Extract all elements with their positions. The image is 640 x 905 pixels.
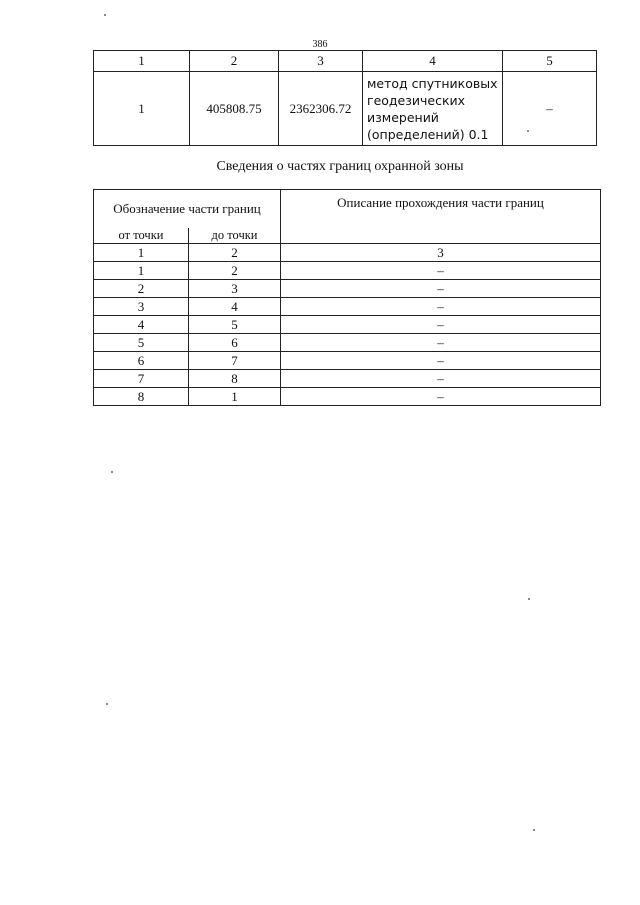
to-point-cell: 7 — [189, 352, 281, 370]
to-point-cell: 4 — [189, 298, 281, 316]
scan-speck — [104, 14, 106, 16]
to-point-cell: 5 — [189, 316, 281, 334]
coordinates-header-row — [94, 51, 597, 72]
boundary-part-row — [94, 334, 601, 352]
to-point-cell: 2 — [189, 244, 281, 262]
from-point-cell: 3 — [94, 298, 189, 316]
boundary-part-row — [94, 244, 601, 262]
description-cell: – — [503, 72, 597, 146]
description-cell: – — [281, 298, 601, 316]
from-point-header: от точки — [94, 228, 189, 244]
scan-speck — [106, 703, 108, 705]
method-cell: метод спутниковых геодезических измерений (определений) 0.1 — [363, 72, 503, 146]
from-point-cell: 8 — [94, 388, 189, 406]
x-coordinate-cell: 405808.75 — [190, 72, 279, 146]
coordinates-data-row — [94, 72, 597, 146]
section-title: Сведения о частях границ охранной зоны — [216, 159, 464, 174]
from-point-cell: 2 — [94, 280, 189, 298]
boundary-part-row — [94, 298, 601, 316]
to-point-cell: 6 — [189, 334, 281, 352]
from-point-cell: 6 — [94, 352, 189, 370]
to-point-cell: 1 — [189, 388, 281, 406]
boundary-parts-header: Обозначение части границ — [94, 190, 281, 229]
point-number-cell: 1 — [94, 72, 190, 146]
from-point-cell: 4 — [94, 316, 189, 334]
scan-speck — [111, 471, 113, 473]
description-cell: – — [281, 352, 601, 370]
coordinates-header-cell: 4 — [363, 51, 503, 72]
description-cell: – — [281, 370, 601, 388]
scan-speck — [527, 130, 529, 132]
boundary-part-row — [94, 388, 601, 406]
description-cell: 3 — [281, 244, 601, 262]
y-coordinate-cell: 2362306.72 — [279, 72, 363, 146]
boundary-part-row — [94, 262, 601, 280]
coordinates-header-cell: 1 — [94, 51, 190, 72]
boundary-description-header: Описание прохождения части границ — [281, 190, 601, 244]
coordinates-header-cell: 5 — [503, 51, 597, 72]
description-cell: – — [281, 280, 601, 298]
scan-speck — [533, 829, 535, 831]
page-number: 386 — [312, 39, 328, 50]
to-point-cell: 3 — [189, 280, 281, 298]
boundary-header-row — [94, 190, 601, 229]
description-cell: – — [281, 388, 601, 406]
to-point-cell: 8 — [189, 370, 281, 388]
coordinates-table — [93, 50, 597, 146]
boundary-parts-table — [93, 189, 601, 406]
from-point-cell: 1 — [94, 262, 189, 280]
description-cell: – — [281, 334, 601, 352]
coordinates-header-cell: 3 — [279, 51, 363, 72]
to-point-header: до точки — [189, 228, 281, 244]
from-point-cell: 5 — [94, 334, 189, 352]
boundary-part-row — [94, 370, 601, 388]
boundary-part-row — [94, 352, 601, 370]
scan-speck — [528, 598, 530, 600]
coordinates-header-cell: 2 — [190, 51, 279, 72]
description-cell: – — [281, 262, 601, 280]
boundary-part-row — [94, 316, 601, 334]
from-point-cell: 1 — [94, 244, 189, 262]
description-cell: – — [281, 316, 601, 334]
boundary-part-row — [94, 280, 601, 298]
from-point-cell: 7 — [94, 370, 189, 388]
to-point-cell: 2 — [189, 262, 281, 280]
